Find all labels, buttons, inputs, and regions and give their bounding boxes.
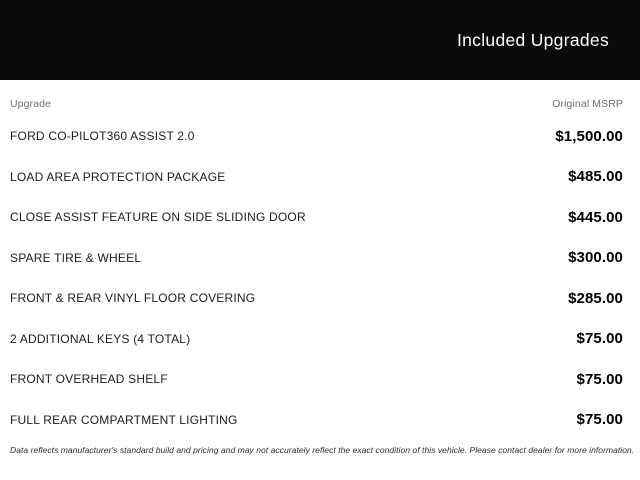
upgrade-price: $300.00 [568, 249, 623, 267]
upgrade-price: $1,500.00 [555, 127, 623, 145]
table-column-headers [10, 96, 623, 112]
upgrade-name: 2 ADDITIONAL KEYS (4 TOTAL) [10, 331, 191, 346]
upgrades-table [0, 96, 640, 455]
table-row [10, 157, 623, 198]
upgrade-price: $285.00 [568, 289, 623, 307]
column-header-upgrade: Upgrade [10, 98, 51, 110]
upgrade-name: FULL REAR COMPARTMENT LIGHTING [10, 412, 238, 427]
upgrade-price: $75.00 [576, 330, 623, 348]
column-header-original-msrp: Original MSRP [552, 98, 623, 110]
table-row [10, 278, 623, 319]
disclaimer-text: Data reflects manufacturer's standard build and pricing and may not accurately reflect the exact condition of this vehicle. Please contact dealer for more information. [10, 445, 635, 455]
upgrade-name: CLOSE ASSIST FEATURE ON SIDE SLIDING DOOR [10, 210, 306, 225]
upgrade-name: FORD CO-PILOT360 ASSIST 2.0 [10, 129, 195, 144]
table-row [10, 197, 623, 238]
upgrade-name: SPARE TIRE & WHEEL [10, 250, 142, 265]
header [0, 0, 640, 80]
table-row [10, 359, 623, 400]
table-row [10, 116, 623, 157]
table-body [10, 116, 623, 440]
page-title: Included Upgrades [456, 29, 609, 50]
table-row [10, 400, 623, 441]
table-row [10, 238, 623, 279]
upgrade-name: LOAD AREA PROTECTION PACKAGE [10, 169, 226, 184]
upgrade-price: $485.00 [568, 168, 623, 186]
upgrade-price: $445.00 [568, 208, 623, 226]
upgrade-price: $75.00 [576, 411, 623, 429]
upgrade-price: $75.00 [576, 370, 623, 388]
upgrade-name: FRONT OVERHEAD SHELF [10, 372, 168, 387]
table-row [10, 319, 623, 360]
upgrade-name: FRONT & REAR VINYL FLOOR COVERING [10, 291, 256, 306]
